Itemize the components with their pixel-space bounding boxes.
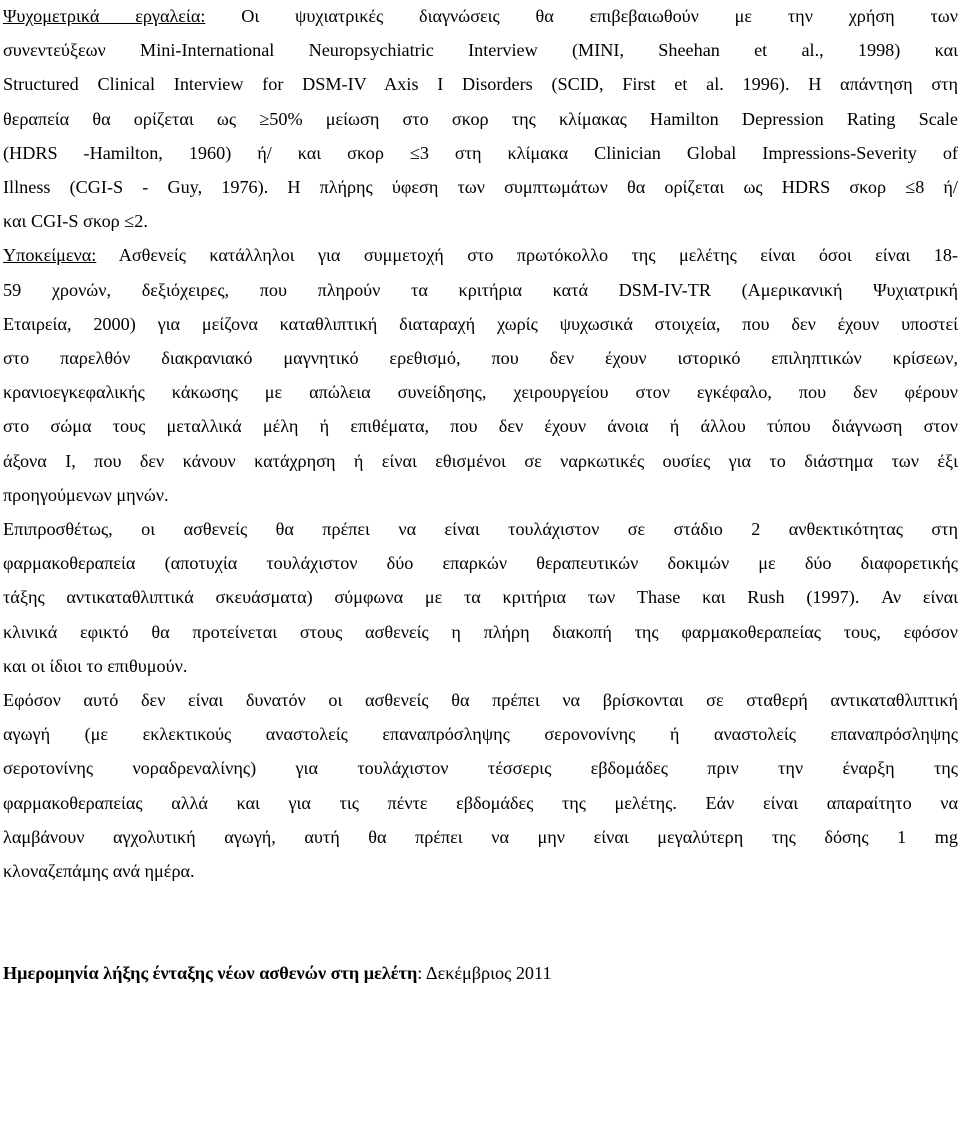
text-line: Εταιρεία, 2000) για μείζονα καταθλιπτική διαταραχή χωρίς ψυχωσικά στοιχεία, που δεν έχουν υποστεί [3,313,958,334]
text-line: Επιπροσθέτως, οι ασθενείς θα πρέπει να είναι τουλάχιστον σε στάδιο 2 ανθεκτικότητας στη [3,519,958,540]
text-line: στο σώμα τους μεταλλικά μέλη ή επιθέματα, που δεν έχουν άνοια ή άλλου τύπου διάγνωση στον [3,416,958,437]
text-line: κλοναζεπάμης ανά ημέρα. [3,861,195,882]
text-line: συνεντεύξεων Mini-International Neuropsychiatric Interview (MINI, Sheehan et al., 1998) και [3,40,958,61]
enrollment-end-date-label: Ημερομηνία λήξης ένταξης νέων ασθενών στη μελέτη [3,963,418,984]
psychometric-tools-paragraph [3,0,958,238]
text-line: αγωγή (με εκλεκτικούς αναστολείς επαναπρόσληψης σερονονίνης ή αναστολείς επαναπρόσληψης [3,724,958,745]
paragraph-spacer [3,888,958,956]
text-line: Structured Clinical Interview for DSM-IV Axis I Disorders (SCID, First et al. 1996). Η απάντηση στη [3,74,958,95]
text-line: (HDRS -Hamilton, 1960) ή/ και σκορ ≤3 στη κλίμακα Clinician Global Impressions-Severity of [3,142,958,163]
text-line: και οι ίδιοι το επιθυμούν. [3,655,188,676]
text-line: άξονα Ι, που δεν κάνουν κατάχρηση ή είναι εθισμένοι σε ναρκωτικές ουσίες για το διάστημα των έξι [3,450,958,471]
subjects-paragraph [3,238,958,512]
text-line-content: Ασθενείς κατάλληλοι για συμμετοχή στο πρωτόκολλο της μελέτης είναι όσοι είναι 18- [96,245,958,266]
text-line: θεραπεία θα ορίζεται ως ≥50% μείωση στο σκορ της κλίμακας Hamilton Depression Rating Scale [3,108,958,129]
resistance-paragraph [3,512,958,683]
text-line: στο παρελθόν διακρανιακό μαγνητικό ερεθισμό, που δεν έχουν ιστορικό επιληπτικών κρίσεων, [3,348,958,369]
enrollment-end-date-separator: : [417,963,423,984]
text-line [3,0,958,33]
text-line: προηγούμενων μηνών. [3,484,169,505]
text-line: τάξης αντικαταθλιπτικά σκευάσματα) σύμφωνα με τα κριτήρια των Thase και Rush (1997). Αν είναι [3,587,958,608]
subjects-heading: Υποκείμενα: [3,245,97,266]
enrollment-end-date [3,956,958,990]
text-line: κρανιοεγκεφαλικής κάκωσης με απώλεια συνείδησης, χειρουργείου στον εγκέφαλο, που δεν φέρουν [3,382,958,403]
psychometric-tools-heading: Ψυχομετρικά εργαλεία: [3,6,206,26]
text-line: σεροτονίνης νοραδρεναλίνης) για τουλάχιστον τέσσερις εβδομάδες πριν την έναρξη της [3,758,958,779]
text-line [3,238,958,272]
enrollment-end-date-value: Δεκέμβριος 2011 [422,963,552,984]
text-line: φαρμακοθεραπείας αλλά και για τις πέντε εβδομάδες της μελέτης. Εάν είναι απαραίτητο να [3,792,958,813]
text-line: λαμβάνουν αγχολυτική αγωγή, αυτή θα πρέπει να μην είναι μεγαλύτερη της δόσης 1 mg [3,826,958,847]
medication-paragraph [3,683,958,888]
text-line: 59 χρονών, δεξιόχειρες, που πληρούν τα κριτήρια κατά DSM-IV-TR (Αμερικανική Ψυχιατρική [3,279,958,300]
text-line: Εφόσον αυτό δεν είναι δυνατόν οι ασθενείς θα πρέπει να βρίσκονται σε σταθερή αντικαταθλιπτική [3,690,958,711]
text-line: Illness (CGI-S - Guy, 1976). Η πλήρης ύφεση των συμπτωμάτων θα ορίζεται ως HDRS σκορ ≤8 ή/ [3,177,958,198]
text-line: κλινικά εφικτό θα προτείνεται στους ασθενείς η πλήρη διακοπή της φαρμακοθεραπείας τους, εφόσον [3,621,958,642]
text-line: φαρμακοθεραπεία (αποτυχία τουλάχιστον δύο επαρκών θεραπευτικών δοκιμών με δύο διαφορετικής [3,553,958,574]
document-page [3,0,958,990]
text-line-content: Οι ψυχιατρικές διαγνώσεις θα επιβεβαιωθούν με την χρήση των [205,6,958,26]
text-line: και CGI-S σκορ ≤2. [3,211,148,232]
